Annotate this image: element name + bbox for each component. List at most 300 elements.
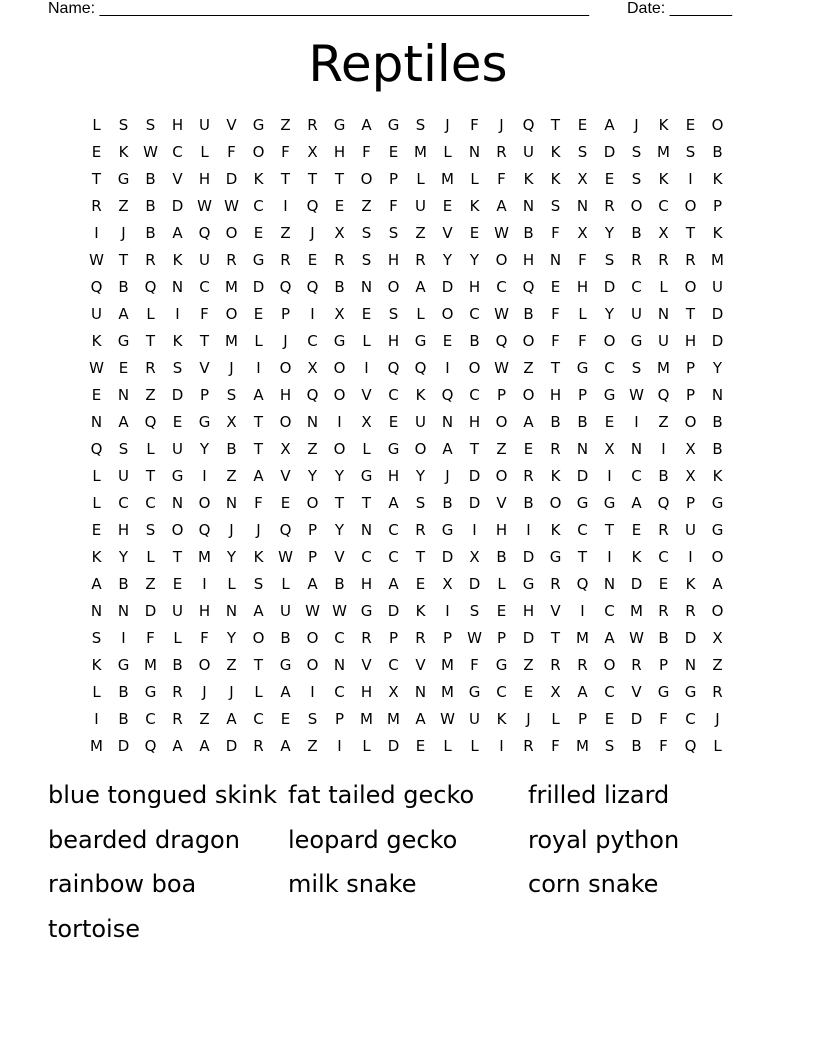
grid-letter: Z [523,359,534,377]
grid-letter: D [711,332,724,350]
grid-letter: C [361,548,372,566]
grid-letter: G [360,467,373,485]
grid-letter: M [630,602,643,620]
grid-letter: D [252,278,265,296]
grid-letter: R [226,251,237,269]
grid-letter: F [281,143,290,161]
grid-letter: X [388,683,399,701]
grid-letter: B [226,440,237,458]
grid-letter: V [550,602,561,620]
grid-letter: T [253,413,264,431]
grid-letter: X [685,440,696,458]
grid-letter: E [253,224,264,242]
grid-letter: E [415,575,426,593]
grid-letter: S [604,251,615,269]
grid-letter: S [172,359,183,377]
grid-letter: I [337,737,342,755]
grid-letter: B [523,224,534,242]
grid-letter: R [523,737,534,755]
grid-letter: A [253,386,264,404]
grid-letter: Q [495,332,508,350]
grid-letter: T [415,548,426,566]
grid-letter: R [712,683,723,701]
grid-letter: A [604,629,615,647]
word-list-item: milk snake [288,870,417,898]
grid-letter: D [468,494,481,512]
grid-letter: X [334,305,345,323]
grid-letter: E [604,413,615,431]
grid-letter: M [441,170,454,188]
grid-letter: J [229,521,234,539]
grid-letter: P [577,710,588,728]
grid-letter: P [307,521,318,539]
grid-letter: C [307,332,318,350]
grid-letter: A [442,440,453,458]
grid-letter: R [658,251,669,269]
grid-letter: C [685,710,696,728]
grid-letter: O [252,629,265,647]
grid-letter: Q [306,278,319,296]
grid-letter: W [494,359,509,377]
grid-letter: Q [144,278,157,296]
grid-letter: H [117,521,130,539]
grid-letter: F [659,710,668,728]
grid-letter: H [522,251,535,269]
grid-letter: C [388,548,399,566]
grid-letter: F [227,143,236,161]
grid-letter: X [577,170,588,188]
grid-letter: O [522,332,535,350]
grid-letter: C [631,278,642,296]
grid-letter: Z [118,197,129,215]
grid-letter: F [470,656,479,674]
grid-letter: T [280,170,291,188]
grid-letter: O [333,386,346,404]
grid-letter: Y [415,467,426,485]
grid-letter: D [630,710,643,728]
grid-letter: G [468,683,481,701]
grid-letter: E [172,575,183,593]
grid-letter: N [414,683,427,701]
grid-letter: C [253,710,264,728]
grid-letter: D [441,548,454,566]
grid-letter: U [280,602,291,620]
grid-letter: Y [442,251,453,269]
grid-letter: Q [657,386,670,404]
grid-letter: U [199,116,210,134]
grid-letter: E [631,521,642,539]
grid-letter: T [469,440,480,458]
grid-letter: N [360,278,373,296]
grid-letter: T [307,170,318,188]
grid-letter: K [118,143,129,161]
grid-letter: I [283,197,288,215]
grid-letter: O [387,278,400,296]
grid-letter: M [711,251,724,269]
grid-letter: E [658,575,669,593]
grid-letter: W [197,197,212,215]
grid-letter: H [171,116,184,134]
grid-letter: R [307,116,318,134]
grid-letter: L [443,737,452,755]
grid-letter: W [494,305,509,323]
grid-letter: P [712,197,723,215]
grid-letter: Y [199,440,210,458]
grid-letter: E [469,224,480,242]
grid-letter: M [360,710,373,728]
grid-letter: I [634,413,639,431]
grid-letter: A [631,494,642,512]
grid-letter: G [441,521,454,539]
grid-letter: F [200,629,209,647]
grid-letter: J [256,521,261,539]
grid-letter: L [254,683,263,701]
grid-letter: C [145,710,156,728]
grid-letter: Q [657,494,670,512]
grid-letter: K [712,170,723,188]
grid-letter: M [198,548,211,566]
grid-letter: T [334,170,345,188]
grid-letter: H [360,575,373,593]
grid-letter: E [442,197,453,215]
grid-letter: T [685,305,696,323]
grid-letter: L [173,629,182,647]
grid-letter: I [580,602,585,620]
grid-letter: E [496,602,507,620]
grid-letter: W [332,602,347,620]
grid-letter: D [630,575,643,593]
grid-letter: G [387,440,400,458]
word-list-item: leopard gecko [288,825,458,854]
grid-letter: Y [334,521,345,539]
grid-letter: N [90,602,103,620]
grid-letter: P [496,629,507,647]
grid-letter: E [91,143,102,161]
grid-letter: I [499,737,504,755]
grid-letter: I [175,305,180,323]
grid-letter: I [94,224,99,242]
grid-letter: W [440,710,455,728]
grid-letter: T [604,521,615,539]
grid-letter: C [577,521,588,539]
grid-letter: O [333,359,346,377]
grid-letter: A [712,575,723,593]
grid-letter: F [362,143,371,161]
grid-letter: E [307,251,318,269]
grid-letter: B [631,224,642,242]
grid-letter: T [253,440,264,458]
grid-letter: T [550,359,561,377]
grid-letter: C [199,278,210,296]
grid-letter: Y [118,548,129,566]
grid-letter: Y [334,467,345,485]
grid-letter: U [523,143,534,161]
grid-letter: Q [414,359,427,377]
grid-letter: L [497,575,506,593]
grid-letter: G [198,413,211,431]
grid-letter: R [253,737,264,755]
grid-letter: A [307,575,318,593]
grid-letter: M [576,737,589,755]
grid-letter: C [172,143,183,161]
grid-letter: B [577,413,588,431]
grid-letter: X [280,440,291,458]
grid-letter: D [171,386,184,404]
grid-letter: T [145,332,156,350]
grid-letter: H [198,170,211,188]
grid-letter: K [523,170,534,188]
grid-letter: S [469,602,480,620]
grid-letter: N [117,386,130,404]
grid-letter: Q [198,521,211,539]
grid-letter: G [576,494,589,512]
grid-letter: A [280,737,291,755]
grid-letter: H [495,521,508,539]
grid-letter: K [550,170,561,188]
grid-letter: V [361,386,372,404]
grid-letter: J [499,116,504,134]
grid-letter: B [523,305,534,323]
grid-letter: O [306,629,319,647]
grid-letter: R [145,359,156,377]
grid-letter: G [495,656,508,674]
grid-letter: G [414,332,427,350]
grid-letter: P [334,710,345,728]
grid-letter: V [280,467,291,485]
grid-letter: K [712,224,723,242]
grid-letter: K [91,548,102,566]
grid-letter: R [172,710,183,728]
grid-letter: P [388,170,399,188]
grid-letter: B [280,629,291,647]
grid-letter: S [226,386,237,404]
grid-letter: L [281,575,290,593]
grid-letter: N [225,494,238,512]
grid-letter: D [684,629,697,647]
grid-letter: F [254,494,263,512]
grid-letter: H [387,332,400,350]
grid-letter: Q [90,278,103,296]
grid-letter: J [229,683,234,701]
grid-letter: K [496,710,507,728]
grid-letter: V [199,359,210,377]
grid-letter: W [89,359,104,377]
grid-letter: W [305,602,320,620]
grid-letter: L [227,575,236,593]
grid-letter: H [279,386,292,404]
grid-letter: B [658,629,669,647]
grid-letter: G [117,170,130,188]
grid-letter: R [334,251,345,269]
grid-letter: Q [90,440,103,458]
grid-letter: E [415,737,426,755]
grid-letter: A [253,602,264,620]
grid-letter: L [254,332,263,350]
grid-letter: G [171,467,184,485]
grid-letter: C [604,683,615,701]
grid-letter: X [334,224,345,242]
grid-letter: R [415,521,426,539]
grid-letter: L [92,683,101,701]
grid-letter: F [659,737,668,755]
grid-letter: D [576,467,589,485]
grid-letter: L [92,467,101,485]
grid-letter: E [523,440,534,458]
grid-letter: I [688,170,693,188]
grid-letter: B [712,440,723,458]
grid-letter: L [146,440,155,458]
grid-letter: M [225,332,238,350]
grid-letter: N [333,656,346,674]
grid-letter: S [550,197,561,215]
grid-letter: G [711,521,724,539]
grid-letter: U [118,467,129,485]
grid-letter: M [576,629,589,647]
grid-letter: C [658,197,669,215]
grid-letter: Q [441,386,454,404]
grid-letter: V [442,224,453,242]
grid-letter: B [550,413,561,431]
grid-letter: N [225,602,238,620]
grid-letter: K [631,548,642,566]
grid-letter: A [415,710,426,728]
grid-letter: I [202,467,207,485]
grid-letter: W [278,548,293,566]
grid-letter: Q [522,278,535,296]
grid-letter: I [472,521,477,539]
grid-letter: O [171,521,184,539]
grid-letter: G [252,116,265,134]
grid-letter: M [441,683,454,701]
grid-letter: X [604,440,615,458]
grid-letter: K [469,197,480,215]
grid-letter: G [252,251,265,269]
grid-letter: E [388,413,399,431]
grid-letter: I [121,629,126,647]
grid-letter: S [361,251,372,269]
grid-letter: G [333,116,346,134]
grid-letter: Z [415,224,426,242]
grid-letter: C [253,197,264,215]
grid-letter: G [711,494,724,512]
grid-letter: Q [306,386,319,404]
grid-letter: O [306,656,319,674]
grid-letter: Z [280,116,291,134]
grid-letter: O [711,602,724,620]
grid-letter: M [441,656,454,674]
grid-letter: P [307,548,318,566]
grid-letter: C [604,602,615,620]
grid-letter: B [145,170,156,188]
grid-letter: J [445,116,450,134]
grid-letter: V [631,683,642,701]
grid-letter: X [577,224,588,242]
word-list-item: frilled lizard [528,781,670,809]
grid-letter: R [631,251,642,269]
grid-letter: O [522,386,535,404]
grid-letter: K [658,116,669,134]
grid-letter: C [388,521,399,539]
word-list-item: royal python [528,825,680,854]
grid-letter: O [306,494,319,512]
grid-letter: B [712,413,723,431]
grid-letter: N [90,413,103,431]
grid-letter: H [198,602,211,620]
grid-letter: D [468,467,481,485]
grid-letter: S [307,710,318,728]
grid-letter: O [279,413,292,431]
grid-letter: T [91,170,102,188]
grid-letter: G [684,683,697,701]
grid-letter: D [603,278,616,296]
grid-letter: N [630,440,643,458]
word-list-item: rainbow boa [48,870,197,898]
grid-letter: E [118,359,129,377]
grid-letter: X [658,224,669,242]
grid-letter: Z [307,440,318,458]
grid-letter: A [280,683,291,701]
grid-letter: E [280,494,291,512]
grid-letter: V [334,548,345,566]
grid-letter: B [118,575,129,593]
grid-letter: P [577,386,588,404]
grid-letter: I [310,305,315,323]
grid-letter: L [92,494,101,512]
grid-letter: K [550,521,561,539]
grid-letter: P [199,386,210,404]
grid-letter: Y [604,224,615,242]
grid-letter: M [414,143,427,161]
grid-letter: R [280,251,291,269]
grid-letter: L [470,737,479,755]
grid-letter: B [523,494,534,512]
grid-letter: I [445,602,450,620]
grid-letter: O [360,170,373,188]
grid-letter: F [551,224,560,242]
grid-letter: O [603,332,616,350]
grid-letter: L [200,143,209,161]
grid-letter: R [550,656,561,674]
grid-letter: X [307,359,318,377]
grid-letter: W [629,629,644,647]
grid-letter: O [549,494,562,512]
grid-letter: I [337,413,342,431]
grid-letter: H [522,602,535,620]
grid-letter: C [118,494,129,512]
grid-letter: X [307,143,318,161]
grid-letter: O [711,548,724,566]
grid-letter: O [333,440,346,458]
grid-letter: K [415,386,426,404]
grid-letter: G [117,332,130,350]
grid-letter: L [470,170,479,188]
grid-letter: M [387,710,400,728]
page-title: Reptiles [308,35,508,93]
grid-letter: Z [496,440,507,458]
grid-letter: V [415,656,426,674]
grid-letter: T [334,494,345,512]
grid-letter: B [442,494,453,512]
grid-letter: U [658,332,669,350]
grid-letter: A [577,683,588,701]
grid-letter: O [495,467,508,485]
grid-letter: S [631,143,642,161]
grid-letter: B [118,278,129,296]
grid-letter: R [685,251,696,269]
grid-letter: X [361,413,372,431]
grid-letter: X [685,467,696,485]
grid-letter: D [171,197,184,215]
